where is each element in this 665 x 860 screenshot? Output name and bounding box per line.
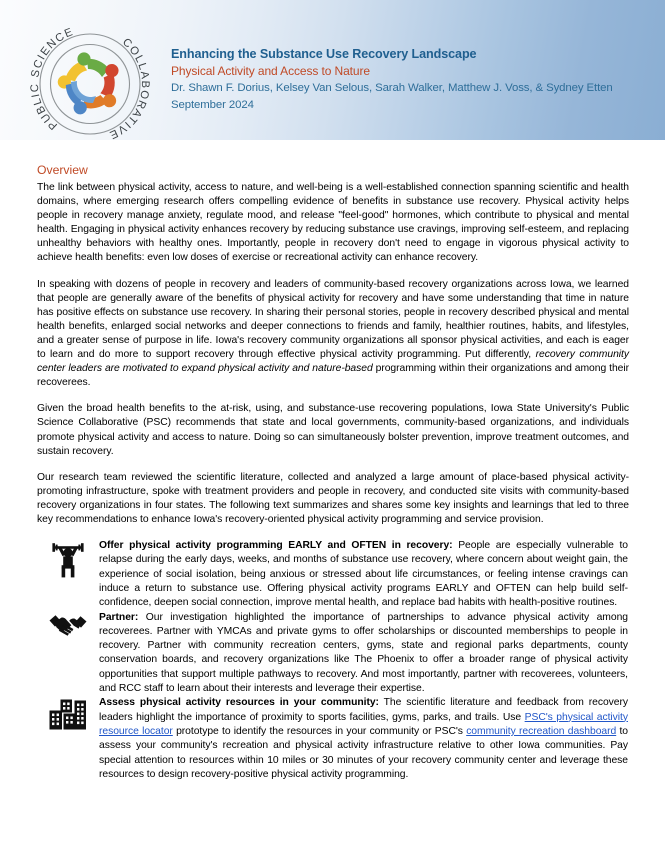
document-header (0, 0, 665, 140)
recommendation-item (37, 611, 629, 697)
document-title: Enhancing the Substance Use Recovery Landscape (171, 47, 477, 61)
overview-heading: Overview (37, 163, 88, 177)
paragraph-2-emphasis: recovery community center leaders are motivated to expand physical activity and nature-based (37, 349, 629, 375)
community-recreation-dashboard-link[interactable]: community recreation dashboard (466, 725, 617, 737)
recommendation-text (99, 696, 629, 782)
svg-text:PUBLIC SCIENCE: PUBLIC SCIENCE (28, 25, 76, 132)
recommendation-text (99, 611, 629, 697)
document-date: September 2024 (171, 99, 254, 111)
recommendation-body-b: prototype to identify the resources in your community or PSC's (172, 725, 467, 737)
overview-paragraph-3: Given the broad health benefits to the at-risk, using, and substance-use recovering populations, Iowa State University's Public Science Collaborative (PSC) recommends that state and local governments, community-based organizations, and individuals promote physical activity and access to nature. Doing so can simultaneously bolster prevention, improve treatment outcomes, and sustain recovery. (37, 403, 629, 457)
recommendation-body-a: The scientific literature and feedback from recovery leaders highlight the importance of proximity to sports facilities, gyms, parks, and trails. Use (99, 697, 628, 723)
psc-physical-activity-resource-locator-link[interactable]: PSC's physical activity resource locator (99, 711, 628, 737)
weightlifter-icon (37, 539, 99, 579)
overview-paragraph-2 (37, 278, 629, 391)
recommendation-text (99, 539, 629, 610)
recommendation-title: Partner: (99, 611, 139, 623)
recommendation-body: People are especially vulnerable to relapse during the early days, weeks, and months of substance use recovery, where concern about weight gain, the experience of social isolation, being anxious or stressed about life circumstances, or feeling intense cravings can induce a return to substance use. Offering physical activity programs EARLY and OFTEN can help build self-confidence, deepen social connection, improve mental health, and replace bad habits with health-positive routines. (99, 540, 628, 609)
svg-text:COLLABORATIVE: COLLABORATIVE (106, 36, 152, 142)
overview-paragraph-1: The link between physical activity, access to nature, and well-being is a well-established connection spanning scientific and health domains, where emerging research offers compelling evidence of benefits in substance use recovery. Physical activity helps people in recovery manage anxiety, regulate mood, and release "feel-good" hormones, which contribute to physical and mental health. Engaging in physical activity enhances recovery by reducing substance use cravings, improving self-esteem, and replacing unhealthy behaviors with healthy ones. Importantly, people in recovery don't need to engage in vigorous physical activity to achieve health benefits: even low doses of exercise or recreational activity can enhance recovery. (37, 182, 629, 264)
handshake-icon (37, 611, 99, 639)
recommendation-body: Our investigation highlighted the importance of partnerships to advance physical activity among recoverees. Partner with YMCAs and private gyms to offer scholarships or discounted memberships to people in recovery. Partner with community recreation centers, gyms, state and regional parks departments, county conservation boards, and recovery organizations like The Phoenix to offer a broader range of physical activity opportunities that support multiple pathways to recovery. And most importantly, partner with recoverees, volunteers, and RCC staff to learn about their interests and leverage their expertise. (99, 611, 628, 695)
public-science-collaborative-logo (26, 24, 154, 144)
paragraph-2-part-a: In speaking with dozens of people in recovery and leaders of community-based recovery organizations across Iowa, we learned that people are generally aware of the benefits of physical activity for recovery and have some understanding that time in nature has positive effects on substance use recovery. In sharing their personal stories, people in recovery described physical and mental health benefits, enlarged social networks and deeper connections to friends and family, healthier routines, habits, and lifestyles, and a greater sense of purpose in life. Iowa's recovery community organizations all sponsor physical activities, and each is eager to learn and do more to support recovery through effective physical activity programming. Put differently, (37, 278, 629, 361)
recommendation-body-c: to assess your community's recreation and physical activity infrastructure relative to other Iowa communities. Pay special attention to resources within 10 miles or 30 minutes of your recovery community center and leverage these resources to design recovery-positive physical activity programming. (99, 725, 628, 780)
recommendations-list (37, 539, 629, 782)
document-body (0, 140, 665, 782)
paragraph-2-part-b: programming within their organizations and among their recoverees. (37, 363, 629, 389)
recommendation-item (37, 696, 629, 782)
document-authors: Dr. Shawn F. Dorius, Kelsey Van Selous, Sarah Walker, Matthew J. Voss, & Sydney Etten (171, 82, 613, 94)
overview-paragraph-4: Our research team reviewed the scientific literature, collected and analyzed a large amount of place-based physical activity-promoting infrastructure, spoke with treatment providers and people in recovery, and conducted site visits with community-based recovery organizations in four states. The following text summarizes and shares some key insights and learnings that led to three key recommendations to enhance Iowa's recovery-oriented physical activity programming and service provision. (37, 471, 629, 525)
title-block (171, 46, 651, 113)
recommendation-title: Assess physical activity resources in your community: (99, 697, 379, 709)
buildings-icon (37, 696, 99, 732)
recommendation-item (37, 539, 629, 610)
document-subtitle: Physical Activity and Access to Nature (171, 64, 370, 78)
recommendation-title: Offer physical activity programming EARLY and OFTEN in recovery: (99, 540, 453, 552)
